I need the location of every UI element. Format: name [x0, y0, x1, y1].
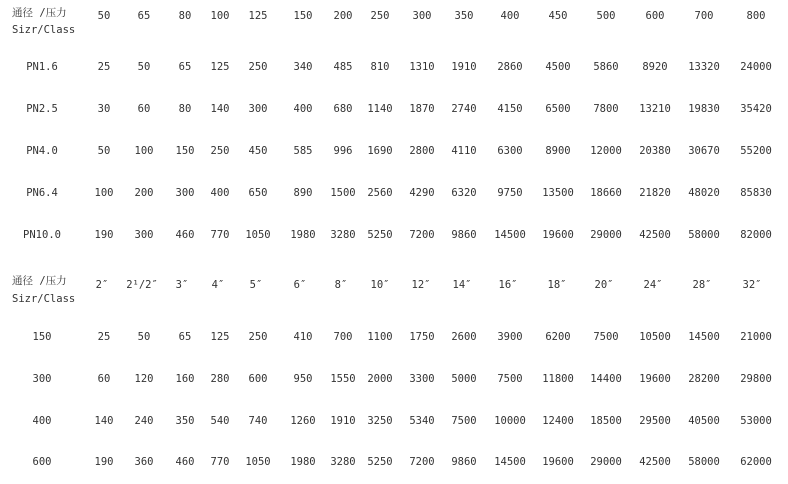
table2-cell: 11800 — [542, 373, 574, 385]
table1-cell: 2560 — [367, 187, 393, 199]
table1-size-header: 65 — [137, 10, 151, 22]
table2-cell: 29800 — [740, 373, 772, 385]
table1-size-header: 250 — [370, 10, 390, 22]
table1-header-line2: Sizr/Class — [12, 24, 76, 36]
table2-row-label: 300 — [32, 373, 52, 385]
table1-cell: 8900 — [545, 145, 571, 157]
table2-cell: 3250 — [367, 415, 393, 427]
table1-cell: 300 — [248, 103, 268, 115]
table1-cell: 21820 — [639, 187, 671, 199]
table1-cell: 1500 — [330, 187, 356, 199]
table2-size-header: 24″ — [643, 279, 663, 291]
table1-cell: 6320 — [451, 187, 477, 199]
table2-cell: 1100 — [367, 331, 393, 343]
table1-size-header: 50 — [97, 10, 111, 22]
table1-cell: 770 — [210, 229, 230, 241]
table1-cell: 20380 — [639, 145, 671, 157]
table2-size-header: 28″ — [692, 279, 712, 291]
table2-cell: 600 — [248, 373, 268, 385]
table1-cell: 30670 — [688, 145, 720, 157]
table1-cell: 2860 — [497, 61, 523, 73]
table2-row-label: 600 — [32, 456, 52, 468]
table1-cell: 42500 — [639, 229, 671, 241]
table1-cell: 6500 — [545, 103, 571, 115]
table2-cell: 1050 — [245, 456, 271, 468]
table2-size-header: 14″ — [452, 279, 472, 291]
table2-cell: 5000 — [451, 373, 477, 385]
table1-row-label: PN10.0 — [23, 229, 61, 241]
table1-cell: 7200 — [409, 229, 435, 241]
table1-cell: 300 — [134, 229, 154, 241]
table1-cell: 1310 — [409, 61, 435, 73]
table2-cell: 6200 — [545, 331, 571, 343]
table1-cell: 250 — [248, 61, 268, 73]
table1-cell: 1140 — [367, 103, 393, 115]
table1-cell: 65 — [178, 61, 192, 73]
table2-size-header: 18″ — [547, 279, 567, 291]
table2-cell: 770 — [210, 456, 230, 468]
table2-cell: 460 — [175, 456, 195, 468]
table1-cell: 55200 — [740, 145, 772, 157]
table2-size-header: 32″ — [742, 279, 762, 291]
table2-cell: 350 — [175, 415, 195, 427]
table1-cell: 1910 — [451, 61, 477, 73]
table2-cell: 28200 — [688, 373, 720, 385]
table1-row-label: PN1.6 — [26, 61, 58, 73]
table2-cell: 25 — [97, 331, 111, 343]
table2-size-header: 16″ — [498, 279, 518, 291]
table1-header-line1: 通径 /压力 — [12, 7, 67, 19]
table1-cell: 400 — [210, 187, 230, 199]
table2-cell: 58000 — [688, 456, 720, 468]
table2-cell: 18500 — [590, 415, 622, 427]
table2-size-header: 2″ — [95, 279, 109, 291]
table1-cell: 890 — [293, 187, 313, 199]
table1-cell: 13210 — [639, 103, 671, 115]
table1-cell: 14500 — [494, 229, 526, 241]
table1-size-header: 400 — [500, 10, 520, 22]
table1-cell: 4500 — [545, 61, 571, 73]
table2-header-line2: Sizr/Class — [12, 293, 76, 305]
table1-cell: 680 — [333, 103, 353, 115]
table1-cell: 2740 — [451, 103, 477, 115]
table2-cell: 60 — [97, 373, 111, 385]
table2-row-label: 150 — [32, 331, 52, 343]
table1-cell: 30 — [97, 103, 111, 115]
table2-cell: 1980 — [290, 456, 316, 468]
table1-cell: 82000 — [740, 229, 772, 241]
table1-size-header: 700 — [694, 10, 714, 22]
table2-cell: 1750 — [409, 331, 435, 343]
table1-cell: 100 — [134, 145, 154, 157]
table2-size-header: 2¹/2″ — [126, 279, 158, 291]
table2-cell: 3300 — [409, 373, 435, 385]
table1-cell: 485 — [333, 61, 353, 73]
table2-size-header: 8″ — [334, 279, 348, 291]
table1-size-header: 100 — [210, 10, 230, 22]
table1-cell: 5860 — [593, 61, 619, 73]
table1-cell: 1980 — [290, 229, 316, 241]
table2-cell: 42500 — [639, 456, 671, 468]
table2-cell: 7200 — [409, 456, 435, 468]
table1-cell: 48020 — [688, 187, 720, 199]
table1-cell: 1870 — [409, 103, 435, 115]
table1-cell: 13320 — [688, 61, 720, 73]
table2-cell: 3900 — [497, 331, 523, 343]
table2-row-label: 400 — [32, 415, 52, 427]
table1-cell: 29000 — [590, 229, 622, 241]
table1-size-header: 600 — [645, 10, 665, 22]
table1-cell: 450 — [248, 145, 268, 157]
table1-cell: 60 — [137, 103, 151, 115]
table1-cell: 8920 — [642, 61, 668, 73]
table1-cell: 100 — [94, 187, 114, 199]
table1-cell: 5250 — [367, 229, 393, 241]
table2-cell: 7500 — [497, 373, 523, 385]
table2-cell: 2000 — [367, 373, 393, 385]
table2-cell: 1260 — [290, 415, 316, 427]
table1-cell: 35420 — [740, 103, 772, 115]
table2-cell: 540 — [210, 415, 230, 427]
table1-cell: 650 — [248, 187, 268, 199]
table2-size-header: 6″ — [293, 279, 307, 291]
table1-size-header: 800 — [746, 10, 766, 22]
table2-cell: 19600 — [542, 456, 574, 468]
table2-cell: 360 — [134, 456, 154, 468]
table1-size-header: 350 — [454, 10, 474, 22]
table1-cell: 13500 — [542, 187, 574, 199]
table1-cell: 150 — [175, 145, 195, 157]
table2-cell: 62000 — [740, 456, 772, 468]
table2-size-header: 20″ — [594, 279, 614, 291]
table1-cell: 6300 — [497, 145, 523, 157]
table1-cell: 125 — [210, 61, 230, 73]
table2-cell: 40500 — [688, 415, 720, 427]
table1-cell: 250 — [210, 145, 230, 157]
table2-cell: 53000 — [740, 415, 772, 427]
table2-cell: 14500 — [688, 331, 720, 343]
table2-size-header: 12″ — [411, 279, 431, 291]
table1-cell: 810 — [370, 61, 390, 73]
table1-size-header: 150 — [293, 10, 313, 22]
table1-cell: 25 — [97, 61, 111, 73]
table2-cell: 240 — [134, 415, 154, 427]
table1-cell: 1050 — [245, 229, 271, 241]
table1-cell: 140 — [210, 103, 230, 115]
table1-size-header: 500 — [596, 10, 616, 22]
table2-cell: 9860 — [451, 456, 477, 468]
table1-row-label: PN2.5 — [26, 103, 58, 115]
table2-cell: 700 — [333, 331, 353, 343]
table1-cell: 300 — [175, 187, 195, 199]
table2-cell: 65 — [178, 331, 192, 343]
table1-cell: 18660 — [590, 187, 622, 199]
table1-cell: 9860 — [451, 229, 477, 241]
table1-cell: 19830 — [688, 103, 720, 115]
table1-cell: 996 — [333, 145, 353, 157]
table2-cell: 740 — [248, 415, 268, 427]
table2-cell: 250 — [248, 331, 268, 343]
table2-cell: 5250 — [367, 456, 393, 468]
table1-cell: 1690 — [367, 145, 393, 157]
table1-cell: 340 — [293, 61, 313, 73]
table1-size-header: 450 — [548, 10, 568, 22]
table1-cell: 50 — [97, 145, 111, 157]
table2-cell: 280 — [210, 373, 230, 385]
table1-cell: 400 — [293, 103, 313, 115]
table1-cell: 12000 — [590, 145, 622, 157]
table2-header-line1: 通径 /压力 — [12, 275, 67, 287]
table2-cell: 21000 — [740, 331, 772, 343]
table1-size-header: 125 — [248, 10, 268, 22]
table2-cell: 2600 — [451, 331, 477, 343]
table1-cell: 4150 — [497, 103, 523, 115]
table2-cell: 190 — [94, 456, 114, 468]
table2-size-header: 10″ — [370, 279, 390, 291]
table2-cell: 950 — [293, 373, 313, 385]
table1-cell: 9750 — [497, 187, 523, 199]
table1-size-header: 300 — [412, 10, 432, 22]
table1-row-label: PN4.0 — [26, 145, 58, 157]
table1-cell: 4290 — [409, 187, 435, 199]
table1-cell: 2800 — [409, 145, 435, 157]
table2-cell: 160 — [175, 373, 195, 385]
table2-cell: 19600 — [639, 373, 671, 385]
table1-cell: 190 — [94, 229, 114, 241]
table2-cell: 7500 — [593, 331, 619, 343]
table2-cell: 12400 — [542, 415, 574, 427]
table1-cell: 460 — [175, 229, 195, 241]
table1-size-header: 80 — [178, 10, 192, 22]
table2-cell: 50 — [137, 331, 151, 343]
table2-cell: 125 — [210, 331, 230, 343]
table1-cell: 50 — [137, 61, 151, 73]
table2-cell: 3280 — [330, 456, 356, 468]
table2-cell: 14500 — [494, 456, 526, 468]
table1-cell: 585 — [293, 145, 313, 157]
table1-cell: 3280 — [330, 229, 356, 241]
table2-cell: 5340 — [409, 415, 435, 427]
table2-cell: 7500 — [451, 415, 477, 427]
table1-cell: 7800 — [593, 103, 619, 115]
table2-cell: 140 — [94, 415, 114, 427]
table1-cell: 80 — [178, 103, 192, 115]
table1-cell: 24000 — [740, 61, 772, 73]
table2-size-header: 5″ — [249, 279, 263, 291]
table2-cell: 120 — [134, 373, 154, 385]
table1-size-header: 200 — [333, 10, 353, 22]
table2-cell: 14400 — [590, 373, 622, 385]
table1-cell: 58000 — [688, 229, 720, 241]
table1-cell: 85830 — [740, 187, 772, 199]
table1-cell: 4110 — [451, 145, 477, 157]
table2-cell: 10000 — [494, 415, 526, 427]
table2-cell: 1550 — [330, 373, 356, 385]
table2-cell: 1910 — [330, 415, 356, 427]
table2-cell: 29000 — [590, 456, 622, 468]
table2-size-header: 3″ — [175, 279, 189, 291]
table2-size-header: 4″ — [211, 279, 225, 291]
table2-cell: 410 — [293, 331, 313, 343]
table1-cell: 200 — [134, 187, 154, 199]
table1-row-label: PN6.4 — [26, 187, 58, 199]
table2-cell: 10500 — [639, 331, 671, 343]
table2-cell: 29500 — [639, 415, 671, 427]
table1-cell: 19600 — [542, 229, 574, 241]
